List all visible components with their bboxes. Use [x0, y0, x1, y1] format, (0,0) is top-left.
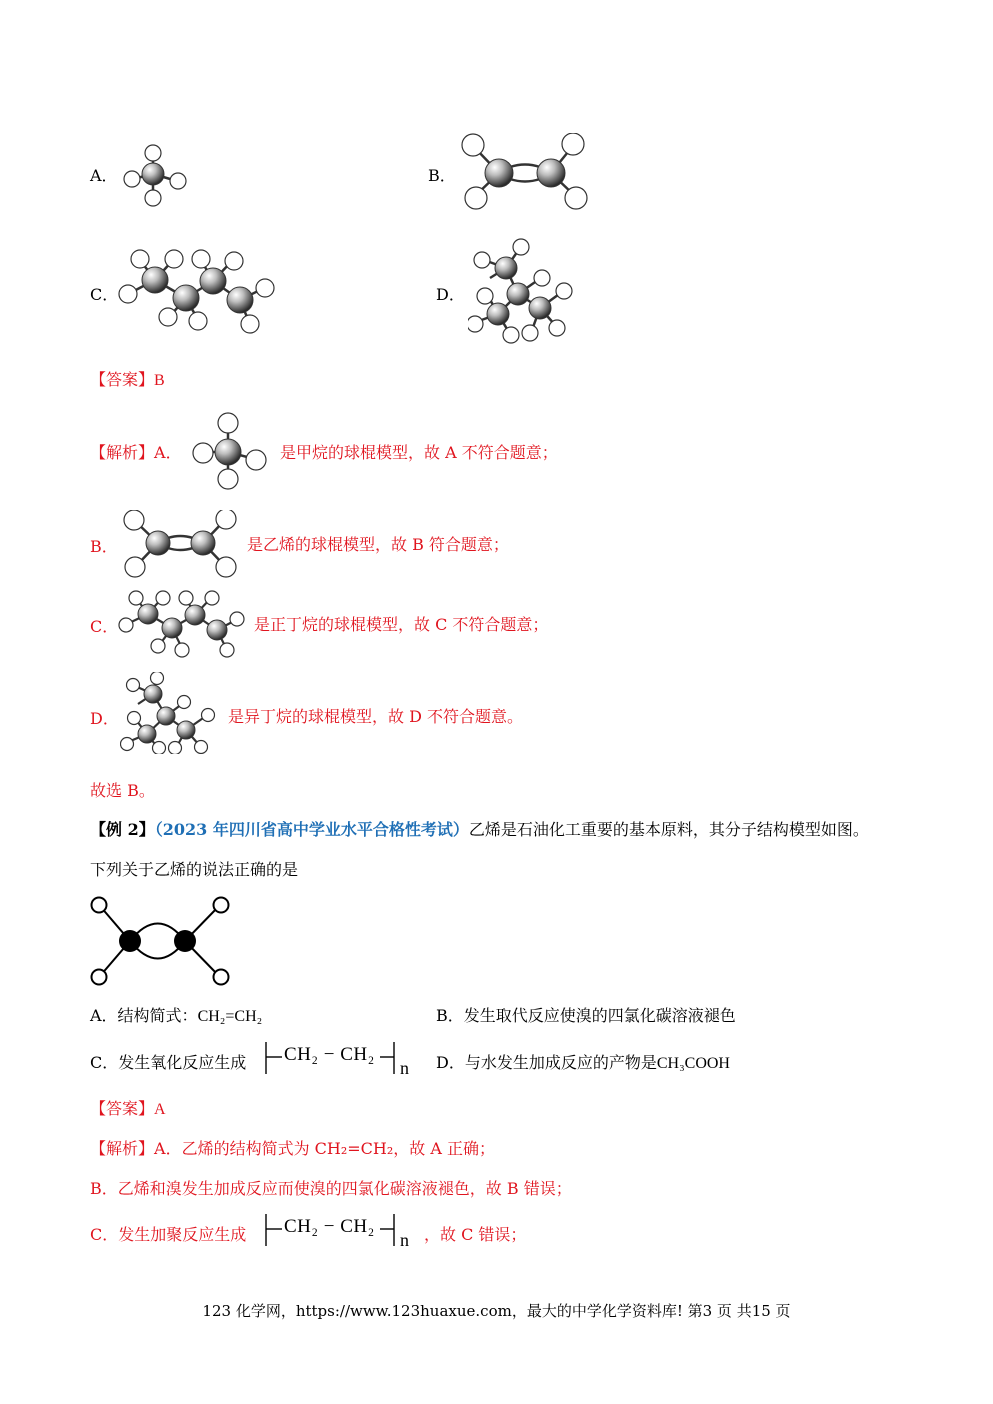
analysis-conclusion: 故选 B。 [90, 781, 155, 800]
analysis-d-label: D． [90, 709, 119, 728]
example-2-stem-line-1 [90, 820, 869, 840]
analysis-tag: 【解析】 [90, 1139, 155, 1158]
polymer-n: n [400, 1058, 409, 1078]
isobutane-ball-stick-image [468, 238, 574, 344]
answer-value: A [154, 1101, 166, 1118]
analysis-c-text-2: ，故 C 错误； [424, 1225, 527, 1244]
example-2-stem-line-2: 下列关于乙烯的说法正确的是 [90, 860, 299, 879]
analysis-c-text-1: C．发生加聚反应生成 [90, 1225, 247, 1244]
option-a-label: A． [90, 166, 118, 185]
isobutane-ball-stick-image [120, 672, 220, 754]
option-b-label: B． [428, 166, 456, 185]
analysis-c-label: C． [90, 617, 119, 636]
n-butane-ball-stick-image [118, 590, 246, 660]
ethylene-ball-stick-image [458, 133, 592, 213]
option-c-label: C． [90, 285, 119, 304]
methane-ball-stick-image [120, 143, 192, 209]
answer-tag: 【答案】 [90, 370, 155, 389]
analysis-a-text: 是甲烷的球棍模型，故 A 不符合题意； [280, 443, 558, 462]
polymer-unit: CH₂ − CH₂ [284, 1044, 375, 1065]
polyethylene-formula [262, 1040, 422, 1080]
example-2-option-c [90, 1053, 246, 1073]
option-a-text: A．结构简式： [90, 1006, 198, 1025]
option-c-text: C．发生氧化反应生成 [90, 1053, 247, 1072]
answer-2 [90, 1099, 166, 1120]
answer-1 [90, 370, 165, 391]
page-footer: 123 化学网，https://www.123huaxue.com，最大的中学化学资料库! 第3 页 共15 页 [202, 1302, 791, 1320]
ethylene-structure-diagram [88, 894, 238, 990]
example-source: （2023 年四川省高中学业水平合格性考试） [154, 820, 469, 839]
example-2-option-b: B．发生取代反应使溴的四氯化碳溶液褪色 [436, 1006, 736, 1025]
example-tag: 【例 2】 [90, 820, 155, 839]
analysis-d-text: 是异丁烷的球棍模型，故 D 不符合题意。 [228, 707, 524, 726]
option-a-formula: CH₂=CH₂ [197, 1008, 263, 1025]
answer-value: B [154, 372, 165, 389]
n-butane-ball-stick-image [118, 248, 278, 338]
option-d-text: D．与水发生加成反应的产物是 [436, 1053, 657, 1072]
analysis-1-a-line [90, 443, 182, 463]
polyethylene-formula [262, 1212, 422, 1252]
analysis-2-c-line [90, 1225, 246, 1245]
analysis-c-text: 是正丁烷的球棍模型，故 C 不符合题意； [254, 615, 549, 634]
analysis-b-text: 是乙烯的球棍模型，故 B 符合题意； [247, 535, 509, 554]
option-d-label: D． [436, 285, 465, 304]
analysis-2-a-line [90, 1139, 495, 1159]
analysis-a-label: A． [154, 443, 182, 462]
example-stem-text: 乙烯是石油化工重要的基本原料，其分子结构模型如图。 [468, 820, 869, 839]
example-2-option-a [90, 1006, 262, 1027]
polymer-unit: CH₂ − CH₂ [284, 1216, 375, 1237]
polymer-n: n [400, 1230, 409, 1250]
answer-tag: 【答案】 [90, 1099, 155, 1118]
analysis-b-label: B． [90, 537, 118, 556]
ethylene-ball-stick-image [122, 510, 240, 580]
analysis-a-text: A．乙烯的结构简式为 CH₂=CH₂，故 A 正确； [154, 1139, 496, 1158]
analysis-2-b-line: B．乙烯和溴发生加成反应而使溴的四氯化碳溶液褪色，故 B 错误； [90, 1179, 572, 1198]
option-d-formula: CH₃COOH [656, 1055, 730, 1072]
analysis-tag: 【解析】 [90, 443, 155, 462]
example-2-option-d [436, 1053, 730, 1074]
methane-ball-stick-image [192, 412, 268, 492]
